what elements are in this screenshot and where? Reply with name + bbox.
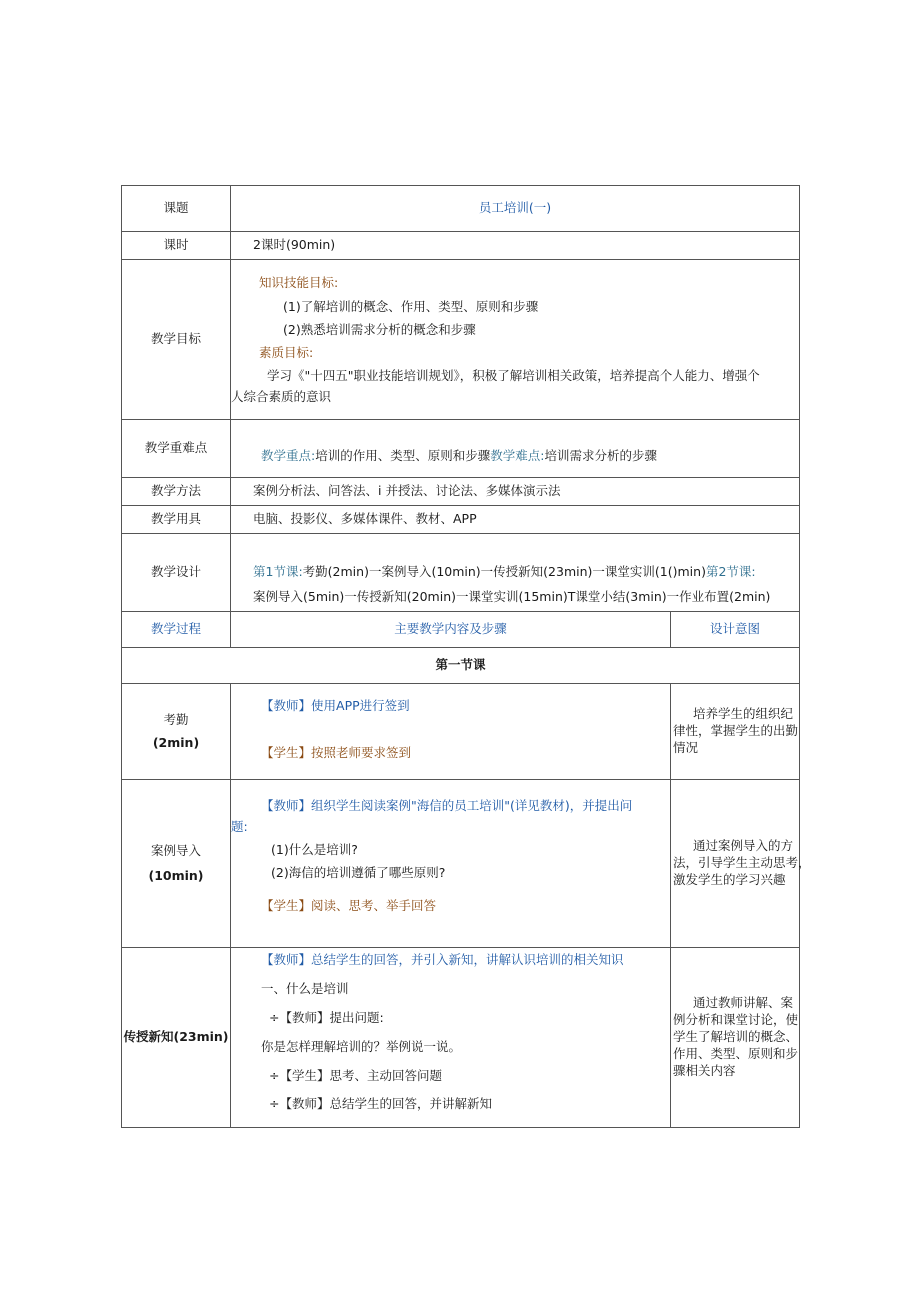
attendance-content	[231, 684, 671, 780]
attendance-step-name: 考勤	[163, 711, 189, 727]
lesson-plan-table	[121, 185, 811, 1128]
row-attendance	[122, 684, 800, 780]
methods-value: 案例分析法、问答法、i 并授法、讨论法、多媒体演示法	[231, 478, 800, 506]
case-intro-content	[231, 780, 671, 948]
case-teacher-tag: 【教师】	[261, 798, 312, 813]
attendance-student-text: 按照老师要求签到	[311, 744, 412, 760]
attendance-teacher-tag: 【教师】	[261, 698, 312, 713]
header-process: 教学过程	[122, 612, 231, 648]
nk-intent-2: 例分析和课堂讨论，使	[673, 1012, 799, 1028]
case-question-2: (2)海信的培训遵循了哪些原则?	[271, 864, 446, 880]
case-intent-1: 通过案例导入的方	[693, 838, 794, 854]
nk-line-3: ÷【学生】思考、主动回答问题	[269, 1067, 442, 1083]
quality-line-1: 学习《"十四五"职业技能培训规划》，积极了解培训相关政策，培养提高个人能力、增强个	[267, 367, 760, 383]
lesson1-label: 第1节课:	[253, 564, 303, 579]
focus-text: 培训的作用、类型、原则和步骤	[315, 448, 491, 463]
row-section-1	[122, 648, 800, 684]
attendance-intent-2: 律性，掌握学生的出勤	[673, 723, 799, 739]
row-tools	[122, 506, 800, 534]
design-plan-label: 教学设计	[122, 534, 231, 612]
key-points-label: 教学重难点	[122, 420, 231, 478]
tools-label: 教学用具	[122, 506, 231, 534]
row-methods	[122, 478, 800, 506]
nk-line-1: ÷【教师】提出问题:	[269, 1009, 384, 1025]
attendance-time: (2min)	[152, 734, 200, 750]
lesson2-label: 第2节课:	[705, 564, 756, 579]
nk-line-4: ÷【教师】总结学生的回答，并讲解新知	[269, 1096, 492, 1112]
row-hours	[122, 232, 800, 260]
tools-value: 电脑、投影仪、多媒体课件、教材、APP	[231, 506, 800, 534]
difficulty-label: 教学难点:	[490, 448, 545, 463]
nk-intent-1: 通过教师讲解、案	[693, 995, 794, 1011]
header-content: 主要教学内容及步骤	[231, 612, 671, 648]
new-knowledge-intent	[671, 948, 800, 1128]
case-intro-step	[122, 780, 231, 948]
header-intent: 设计意图	[671, 612, 800, 648]
knowledge-item-1: (1)了解培训的概念、作用、类型、原则和步骤	[283, 299, 539, 315]
design-plan-content	[231, 534, 800, 612]
objectives-label: 教学目标	[122, 260, 231, 420]
case-intent-3: 激发学生的学习兴趣	[673, 871, 786, 887]
row-case-intro	[122, 780, 800, 948]
quality-line-2: 人综合素质的意识	[231, 388, 332, 404]
row-process-header	[122, 612, 800, 648]
attendance-teacher-text: 使用APP进行签到	[311, 698, 410, 713]
case-intro-step-name: 案例导入	[150, 842, 201, 858]
case-question-1: (1)什么是培训?	[271, 841, 358, 857]
focus-label: 教学重点:	[261, 448, 316, 463]
knowledge-heading: 知识技能目标:	[259, 275, 339, 291]
attendance-intent-1: 培养学生的组织纪	[693, 706, 794, 722]
row-design-plan	[122, 534, 800, 612]
nk-teacher-tag: 【教师】	[261, 952, 312, 967]
case-intro-intent	[671, 780, 811, 948]
nk-line-2: 你是怎样理解培训的？举例说一说。	[261, 1038, 462, 1054]
row-objectives	[122, 260, 800, 420]
page-title: 员工培训(一)	[231, 186, 800, 232]
case-student-text: 阅读、思考、举手回答	[311, 897, 437, 913]
methods-label: 教学方法	[122, 478, 231, 506]
title-label: 课题	[122, 186, 231, 232]
hours-label: 课时	[122, 232, 231, 260]
case-student-tag: 【学生】	[261, 897, 312, 913]
case-intro-time: (10min)	[148, 867, 204, 883]
row-key-points	[122, 420, 800, 478]
nk-intent-3: 学生了解培训的概念、	[673, 1029, 799, 1045]
case-intent-2: 法，引导学生主动思考，	[673, 855, 811, 871]
attendance-step	[122, 684, 231, 780]
nk-teacher-text: 总结学生的回答，并引入新知，讲解认识培训的相关知识	[311, 952, 624, 967]
nk-intent-4: 作用、类型、原则和步	[673, 1045, 799, 1061]
attendance-intent-3: 情况	[673, 739, 699, 755]
attendance-student-tag: 【学生】	[261, 744, 312, 760]
difficulty-text: 培训需求分析的步骤	[544, 448, 657, 463]
attendance-intent	[671, 684, 800, 780]
hours-value: 2课时(90min)	[231, 232, 800, 260]
lesson1-text: 考勤(2min)一案例导入(10min)一传授新知(23min)一课堂实训(1()min)	[302, 564, 706, 579]
nk-heading: 一、什么是培训	[261, 980, 349, 996]
nk-intent-5: 骤相关内容	[673, 1062, 736, 1078]
row-new-knowledge	[122, 948, 800, 1128]
new-knowledge-step	[122, 948, 231, 1128]
new-knowledge-step-name: 传授新知(23min)	[123, 1029, 229, 1045]
key-points-content	[231, 420, 800, 478]
case-teacher-text: 组织学生阅读案例"海信的员工培训"(详见教材)，并提出问	[311, 798, 633, 813]
section-title: 第一节课	[122, 648, 800, 684]
lesson2-text: 案例导入(5min)一传授新知(20min)一课堂实训(15min)T课堂小结(3min)一作业布置(2min)	[253, 588, 771, 604]
knowledge-item-2: (2)熟悉培训需求分析的概念和步骤	[283, 322, 476, 338]
case-teacher-text-2: 题:	[231, 818, 248, 834]
quality-heading: 素质目标:	[259, 345, 314, 360]
row-title	[122, 186, 800, 232]
objectives-content	[231, 260, 800, 420]
new-knowledge-content	[231, 948, 671, 1128]
